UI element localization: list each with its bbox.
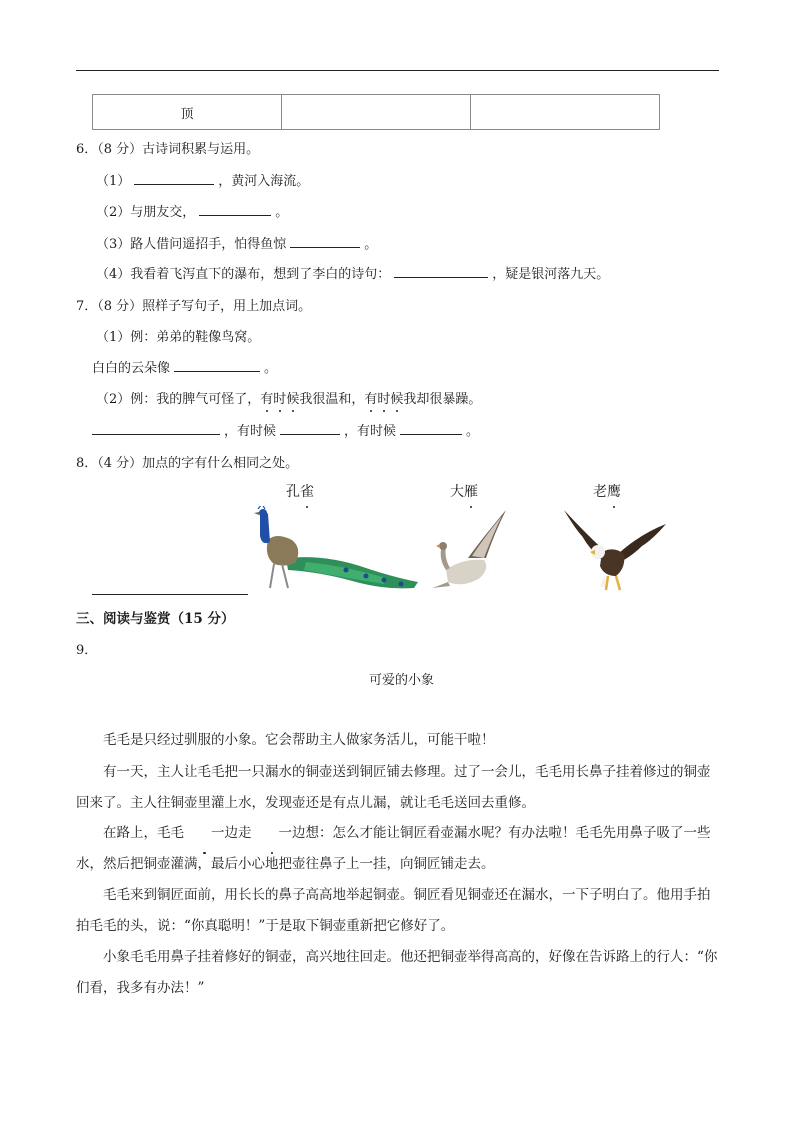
dotted-word: 有时候: [260, 392, 299, 407]
passage-text: 在路上，毛毛: [103, 825, 184, 841]
dotted-word: 有时候: [364, 392, 403, 407]
q7-example-2: [96, 388, 481, 407]
bird-char: 孔: [286, 484, 300, 500]
bird-char: 大: [450, 484, 464, 500]
dotted-char: 一: [252, 818, 293, 849]
answer-blank[interactable]: [92, 420, 220, 435]
passage-paragraph-4: 毛毛来到铜匠面前，用长长的鼻子高高地举起铜壶。铜匠看见铜壶还在漏水，一下子明白了。他用手拍拍毛毛的头，说：“你真聪明！”于是取下铜壶重新把它修好了。: [76, 887, 711, 934]
passage-paragraph-2: 有一天，主人让毛毛把一只漏水的铜壶送到铜匠铺去修理。过了一会儿，毛毛用长鼻子挂着修过的铜壶回来了。主人往铜壶里灌上水，发现壶还是有点儿漏，就让毛毛送回去重修。: [76, 764, 711, 811]
passage-paragraph-1: 毛毛是只经过驯服的小象。它会帮助主人做家务活儿，可能干啦！: [103, 732, 495, 748]
answer-blank[interactable]: [92, 594, 248, 595]
answer-table: [92, 94, 660, 130]
q7-fill-1-prefix: 白白的云朵像: [92, 361, 171, 376]
q7-fill-2: [92, 420, 479, 439]
passage-paragraph-3: [76, 818, 720, 880]
q6-l2-prefix: （2）与朋友交，: [96, 205, 196, 220]
answer-blank[interactable]: [134, 170, 214, 185]
q7-e2-text: 我很温和，: [299, 392, 365, 407]
passage-paragraph-5: 小象毛毛用鼻子挂着修好的铜壶，高兴地往回走。他还把铜壶举得高高的，好像在告诉路上的行人：“你们看，我多有办法！”: [76, 949, 718, 996]
q7-e2-text: 我却很暴躁。: [403, 392, 482, 407]
q7-fill-2-text: ，有时候: [344, 424, 397, 439]
bird-label-peacock: [286, 481, 314, 501]
q8-header: 8．（4 分）加点的字有什么相同之处。: [76, 456, 299, 471]
q6-line-3: [96, 233, 377, 252]
q6-l3-prefix: （3）路人借问遥招手，怕得鱼惊: [96, 237, 287, 252]
q6-l1-suffix: ，黄河入海流。: [218, 174, 310, 189]
q6-line-2: [96, 201, 288, 220]
q6-l1-prefix: （1）: [96, 174, 131, 189]
passage-title: 可爱的小象: [369, 673, 435, 688]
passage-text: 边想：怎么才能让铜匠看壶漏水呢？有办法啦！毛毛先用鼻子吸了一些水，然后把铜壶灌满，最后小心地把壶往鼻子上一挂，向铜匠铺走去。: [76, 825, 711, 872]
q7-e2-text: （2）例：我的脾气可怪了，: [96, 392, 261, 407]
q7-example-1: （1）例：弟弟的鞋像鸟窝。: [96, 330, 261, 345]
section-3-title: 三、阅读与鉴赏（15 分）: [76, 611, 235, 627]
q7-header: 7．（8 分）照样子写句子，用上加点词。: [76, 299, 312, 314]
dotted-char: 一: [184, 818, 225, 849]
q6-l3-suffix: 。: [364, 237, 378, 252]
q6-line-4: [96, 263, 609, 282]
q6-l4-prefix: （4）我看着飞泻直下的瀑布，想到了李白的诗句：: [96, 267, 391, 282]
table-cell: [471, 95, 660, 130]
q7-fill-1-suffix: 。: [264, 361, 278, 376]
goose-illustration: [428, 506, 508, 592]
q6-l4-suffix: ，疑是银河落九天。: [492, 267, 610, 282]
q6-l2-suffix: 。: [275, 205, 289, 220]
eagle-illustration: [560, 506, 668, 594]
q7-fill-1: [92, 357, 277, 376]
answer-blank[interactable]: [199, 201, 271, 216]
bird-char-dotted: 鹰: [607, 481, 621, 501]
answer-blank[interactable]: [400, 420, 462, 435]
bird-char: 老: [593, 484, 607, 500]
table-cell: [282, 95, 471, 130]
q9-number: 9．: [76, 643, 98, 658]
q6-header: 6．（8 分）古诗词积累与运用。: [76, 142, 260, 157]
bird-label-goose: [450, 481, 478, 501]
bird-label-eagle: [593, 481, 621, 501]
answer-blank[interactable]: [280, 420, 340, 435]
table-cell: 顶: [93, 95, 282, 130]
bird-char-dotted: 雁: [464, 481, 478, 501]
answer-blank[interactable]: [394, 263, 488, 278]
q6-line-1: [96, 170, 309, 189]
bird-char-dotted: 雀: [300, 481, 314, 501]
header-rule: [76, 70, 719, 71]
passage-text: 边走: [224, 825, 252, 841]
answer-blank[interactable]: [290, 233, 360, 248]
answer-blank[interactable]: [174, 357, 260, 372]
peacock-illustration: [246, 506, 421, 594]
q7-fill-2-text: ，有时候: [224, 424, 277, 439]
q7-fill-2-text: 。: [466, 424, 480, 439]
